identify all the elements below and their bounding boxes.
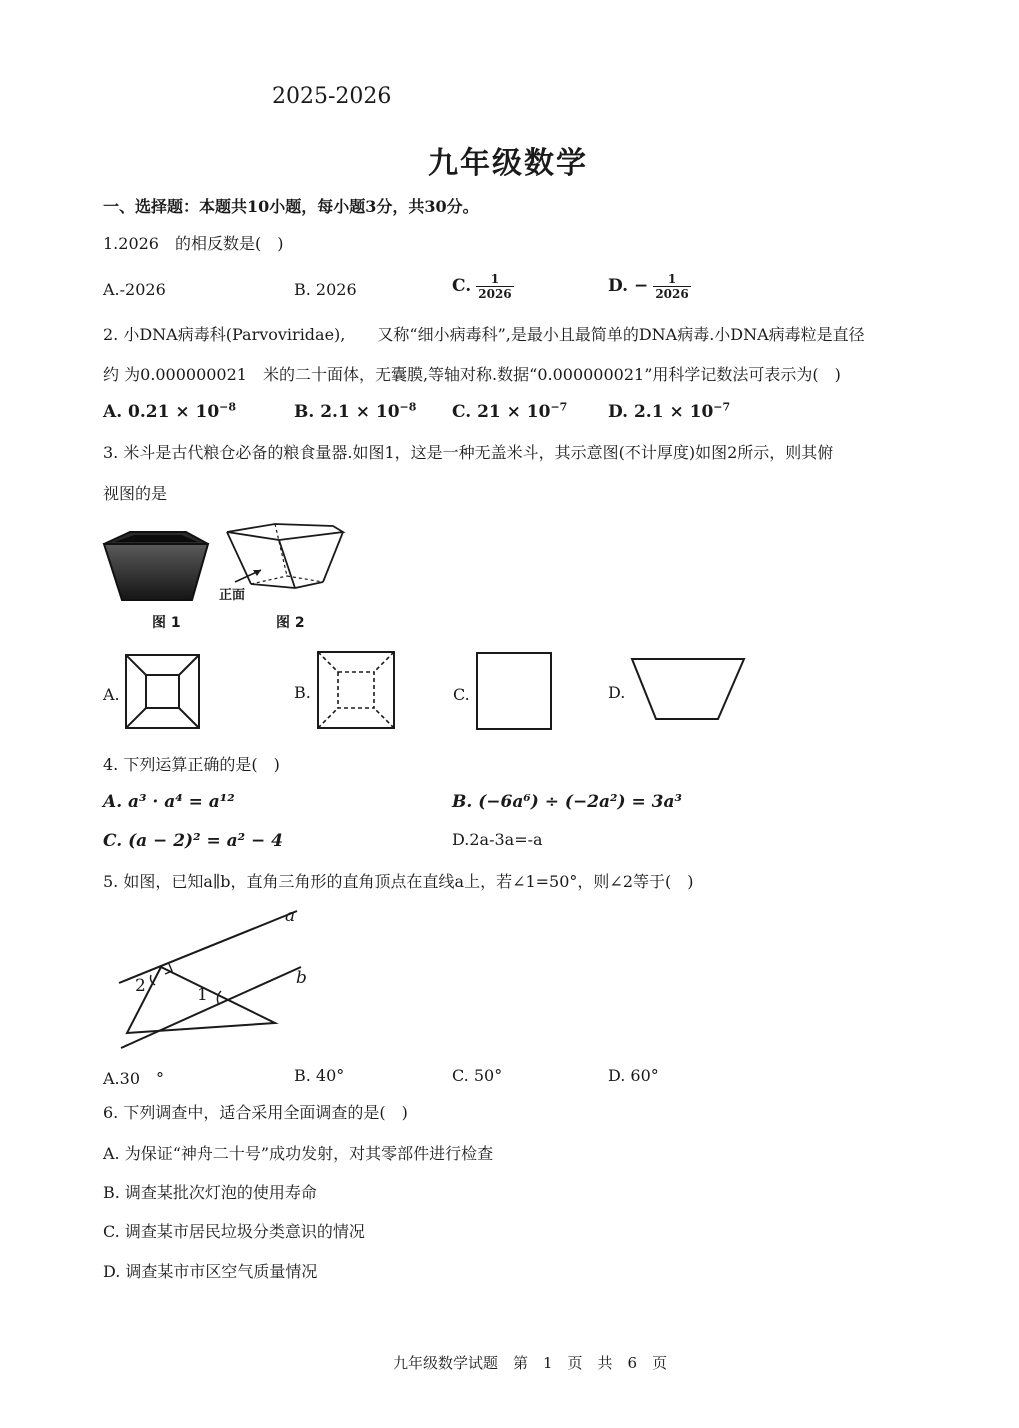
q1-c-fraction [476, 272, 513, 301]
q2-b-base: B. 2.1 × 10 [294, 402, 400, 422]
q6-option-c: C. 调查某市居民垃圾分类意识的情况 [103, 1222, 365, 1241]
figure-2-caption: 图 2 [276, 615, 305, 631]
q2-b-exp: −8 [399, 400, 417, 414]
page-title: 九年级数学 [428, 146, 588, 181]
q5-option-c: C. 50° [452, 1066, 503, 1085]
q4-stem: 4. 下列运算正确的是( ) [103, 755, 280, 774]
q5-parallel-lines-figure [115, 905, 325, 1055]
q4-option-b: B. (−6a⁶) ÷ (−2a²) = 3a³ [452, 792, 682, 812]
q3-option-a-label: A. [103, 685, 120, 704]
angle-2-label: 2 [135, 976, 146, 996]
q2-a-base: A. 0.21 × 10 [103, 402, 220, 422]
q3-option-c-label: C. [453, 685, 470, 704]
q1-c-denominator: 2026 [478, 287, 512, 301]
q4-option-c: C. (a − 2)² = a² − 4 [103, 831, 283, 851]
label-b: b [296, 968, 307, 988]
q3-option-d-figure [630, 656, 748, 722]
q5-option-b: B. 40° [294, 1066, 345, 1085]
q2-option-a [103, 402, 236, 422]
q3-option-c-figure [476, 652, 554, 730]
q1-c-numerator: 1 [476, 272, 513, 287]
q3-option-d-label: D. [608, 683, 626, 702]
q4-option-d: D.2a-3a=-a [452, 830, 543, 849]
front-label: 正面 [219, 588, 246, 603]
q1-c-prefix: C. [452, 276, 472, 296]
q3-line1: 3. 米斗是古代粮仓必备的粮食量器.如图1，这是一种无盖米斗，其示意图(不计厚度)如图2所示，则其俯 [103, 443, 834, 462]
q2-d-base: D. 2.1 × 10 [608, 402, 714, 422]
q2-line1: 2. 小DNA病毒科(Parvoviridae), 又称“细小病毒科”,是最小且最简单的DNA病毒.小DNA病毒粒是直径 [103, 325, 865, 344]
q6-option-b: B. 调查某批次灯泡的使用寿命 [103, 1183, 317, 1202]
q1-stem: 1.2026 的相反数是( ) [103, 234, 284, 253]
q3-option-a-figure [125, 654, 201, 730]
q1-d-numerator: 1 [653, 272, 690, 287]
q1-d-denominator: 2026 [655, 287, 689, 301]
q1-option-d [608, 272, 691, 301]
q5-option-d: D. 60° [608, 1066, 659, 1085]
q2-c-exp: −7 [550, 400, 568, 414]
line-a [119, 911, 297, 983]
q1-option-c [452, 272, 514, 301]
figure-1-caption: 图 1 [152, 615, 181, 631]
section-heading: 一、选择题：本题共10小题，每小题3分，共30分。 [103, 197, 479, 216]
q1-d-fraction [653, 272, 690, 301]
q2-option-d [608, 402, 730, 422]
figure-1-rice-measure-photo [100, 528, 215, 623]
q3-option-b-label: B. [294, 683, 311, 702]
q2-a-exp: −8 [219, 400, 237, 414]
q1-option-a: A.-2026 [103, 280, 166, 299]
line-b [121, 967, 301, 1048]
q5-stem: 5. 如图，已知a∥b，直角三角形的直角顶点在直线a上，若∠1=50°，则∠2等于( ) [103, 872, 694, 891]
page-footer: 九年级数学试题 第 1 页 共 6 页 [393, 1354, 668, 1372]
q1-option-b: B. 2026 [294, 280, 357, 299]
q2-d-exp: −7 [713, 400, 731, 414]
q2-c-base: C. 21 × 10 [452, 402, 551, 422]
q6-stem: 6. 下列调查中，适合采用全面调查的是( ) [103, 1103, 408, 1122]
q2-option-c [452, 402, 567, 422]
q3-option-b-figure [317, 651, 397, 731]
q6-option-d: D. 调查某市市区空气质量情况 [103, 1262, 318, 1281]
q2-line2: 约 为0.000000021 米的二十面体，无囊膜,等轴对称.数据“0.000000021”用科学记数法可表示为( ) [103, 365, 841, 384]
q1-d-prefix: D. − [608, 276, 649, 296]
q3-line2: 视图的是 [103, 484, 168, 503]
q2-option-b [294, 402, 416, 422]
q5-option-a: A.30 ° [103, 1069, 165, 1088]
school-year: 2025-2026 [272, 84, 392, 109]
q6-option-a: A. 为保证“神舟二十号”成功发射，对其零部件进行检查 [103, 1144, 494, 1163]
label-a: a [285, 906, 296, 926]
q4-option-a: A. a³ · a⁴ = a¹² [103, 792, 235, 812]
angle-1-label: 1 [197, 985, 208, 1005]
